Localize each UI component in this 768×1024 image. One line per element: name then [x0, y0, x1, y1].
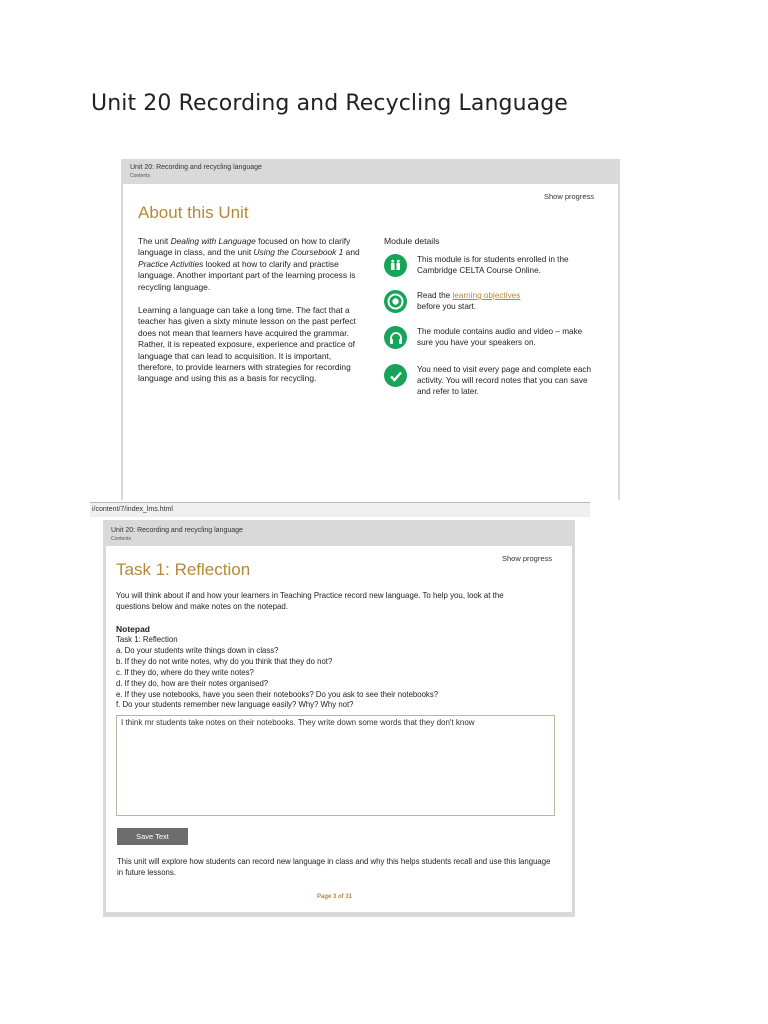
detail-students-text: This module is for students enrolled in the Cambridge CELTA Course Online. — [417, 255, 569, 275]
task-reflection-screenshot — [103, 520, 575, 917]
question-item: d. If they do, how are their notes organised? — [116, 678, 269, 688]
intro-paragraph: The unit Dealing with Language focused on how to clarify language in class, and the unit Using the Coursebook 1 and Practice Activities looked at how to clarify and practise language. Another important part of the learning process is recycling language. — [138, 236, 360, 292]
breadcrumb-title: Unit 20: Recording and recycling language — [130, 164, 262, 171]
students-icon — [384, 254, 407, 277]
breadcrumb-title: Unit 20: Recording and recycling language — [111, 527, 243, 534]
detail-audio-text: The module contains audio and video – make sure you have your speakers on. — [417, 327, 583, 347]
question-list — [116, 635, 556, 711]
page-title: Unit 20 Recording and Recycling Language — [91, 91, 568, 116]
breadcrumb — [111, 527, 243, 543]
task-intro: You will think about if and how your learners in Teaching Practice record new language. To help you, look at the questions below and make notes on the notepad. — [116, 591, 504, 611]
learning-objectives-link[interactable]: learning objectives — [452, 291, 521, 300]
show-progress-link[interactable]: Show progress — [544, 192, 595, 201]
detail-objectives — [384, 290, 599, 313]
question-item: b. If they do not write notes, why do you think that they do not? — [116, 656, 333, 666]
question-item: e. If they use notebooks, have you seen their notebooks? Do you ask to see their notebooks? — [116, 689, 439, 699]
show-progress-link[interactable]: Show progress — [502, 554, 553, 563]
unit-outro: This unit will explore how students can record new language in class and why this helps students recall and use this language in future lessons. — [117, 857, 551, 877]
module-details-label: Module details — [384, 236, 440, 246]
page-indicator: Page 3 of 31 — [317, 894, 353, 900]
question-item: a. Do your students write things down in class? — [116, 645, 279, 655]
notepad-title: Notepad — [116, 624, 150, 634]
section-heading: Task 1: Reflection — [116, 560, 251, 579]
save-text-button[interactable]: Save Text — [117, 828, 188, 845]
about-unit-screenshot — [92, 159, 620, 513]
status-url-bar: i/content/7/index_lms.html — [90, 502, 590, 517]
question-item: f. Do your students remember new language easily? Why? Why not? — [116, 700, 354, 710]
detail-audio — [384, 326, 599, 349]
breadcrumb-contents-link[interactable]: Contents — [111, 536, 132, 542]
content-panel — [92, 184, 618, 513]
target-icon — [384, 290, 407, 313]
body-paragraph: Learning a language can take a long time. The fact that a teacher has given a sixty minute lesson on the past perfect does not mean that learners have acquired the grammar. Rather, it is repeated exposure, experience and practice of language that can lead to acquisition. It is important, therefore, to provide learners with strategies for recording language and using this as a basis for recycling. — [138, 305, 356, 384]
question-item: Task 1: Reflection — [116, 635, 178, 644]
content-panel — [106, 546, 572, 912]
detail-activities — [384, 364, 599, 397]
question-item: c. If they do, where do they write notes? — [116, 667, 254, 677]
breadcrumb — [130, 164, 262, 180]
notepad-textarea[interactable] — [116, 715, 555, 816]
breadcrumb-contents-link[interactable]: Contents — [130, 173, 151, 179]
section-heading: About this Unit — [138, 203, 249, 222]
detail-objectives-text: Read the learning objectives before you start. — [417, 291, 521, 311]
headphones-icon — [384, 326, 407, 349]
detail-activities-text: You need to visit every page and complete each activity. You will record notes that you can save and refer to later. — [417, 365, 592, 396]
detail-students — [384, 254, 599, 277]
checkmark-icon — [384, 364, 407, 387]
